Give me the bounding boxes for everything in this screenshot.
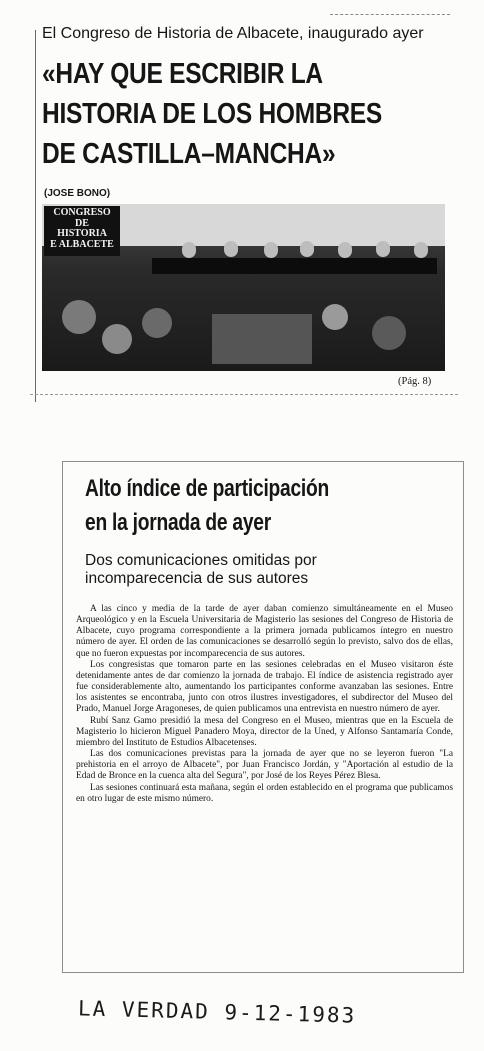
paragraph: A las cinco y media de la tarde de ayer daban comienzo simultáneamente en el Museo Arqueológico y en la Escuela Universitaria de Magisterio las sesiones del Congreso de Historia de Albacete, cuyo programa correspondiente a la primera jornada publicamos íntegro en nuestro número de ayer. El orden de las comunicaciones se desarrolló según lo previsto, salvo dos de ellas, que no fueron expuestas por incomparecencia de sus autores. [76,604,453,659]
subtitle-line: incomparecencia de sus autores [85,570,309,587]
headline [42,54,403,174]
headline-line: HISTORIA DE LOS HOMBRES [42,98,382,130]
congress-photo [42,204,445,371]
headline-line: DE CASTILLA–MANCHA» [42,138,336,170]
paragraph: Los congresistas que tomaron parte en las sesiones celebradas en el Museo visitaron éste detenidamente antes de dar comienzo la jornada de trabajo. El índice de asistencia registrado ayer fue considerablemente alto, aumentando los participantes conforme avanzaban las sesiones. Entre los asistentes se encontraba, junto con otros ilustres investigadores, el subdirector del Museo del Prado, Manuel Jorge Aragoneses, de quien publicamos una entrevista en nuestro número de ayer. [76,659,453,715]
handwritten-source-note: LA VERDAD 9-12-1983 [77,996,357,1028]
bottom-dashed-rule [30,394,458,395]
panelist [264,242,278,258]
audience-member [142,308,172,338]
top-dashed-rule [330,14,450,15]
panelist [414,242,428,258]
subtitle-line: Dos comunicaciones omitidas por [85,552,317,569]
paragraph: Las dos comunicaciones previstas para la jornada de ayer que no se leyeron fueron "La prehistoria en el arroyo de Albacete", por Juan Francisco Jordán, y "Aportación al estudio de la Edad de Bronce en la cuenca alta del Segura", por José de los Reyes Pérez Blesa. [76,749,453,782]
floor-area [212,314,312,364]
panelist [300,241,314,257]
banner-line: CONGRESO [53,207,111,218]
article-title [85,472,329,540]
panelist [376,241,390,257]
banner-line: HISTORIA [57,228,107,239]
audience-member [322,304,348,330]
banner-line: DE [75,217,89,229]
paragraph: Rubí Sanz Gamo presidió la mesa del Congreso en el Museo, mientras que en la Escuela de Magisterio lo hicieron Miguel Panadero Moya, director de la Uned, y Alfonso Santamaría Conde, miembro del Instituto de Estudios Albacetenses. [76,715,453,748]
panelist [224,241,238,257]
audience-member [62,300,96,334]
paragraph: Las sesiones continuará esta mañana, según el orden establecido en el programa que publicamos en otro lugar de este mismo número. [76,782,453,804]
title-line: en la jornada de ayer [85,509,271,536]
page-reference: (Pág. 8) [398,376,432,387]
article-subtitle [85,552,317,588]
article-body [76,604,453,805]
headline-line: «HAY QUE ESCRIBIR LA [42,58,323,90]
audience-member [102,324,132,354]
clipping-participation [62,461,464,973]
title-line: Alto índice de participación [85,475,329,502]
panelist [338,242,352,258]
byline: (JOSE BONO) [44,188,111,199]
congress-banner [44,206,120,256]
audience-member [372,316,406,350]
banner-line: E ALBACETE [50,238,114,250]
presidium-table [152,258,437,274]
left-margin-rule [35,30,36,402]
clipping-inauguration [30,12,458,402]
kicker: El Congreso de Historia de Albacete, inaugurado ayer [42,25,424,42]
panelist [182,242,196,258]
